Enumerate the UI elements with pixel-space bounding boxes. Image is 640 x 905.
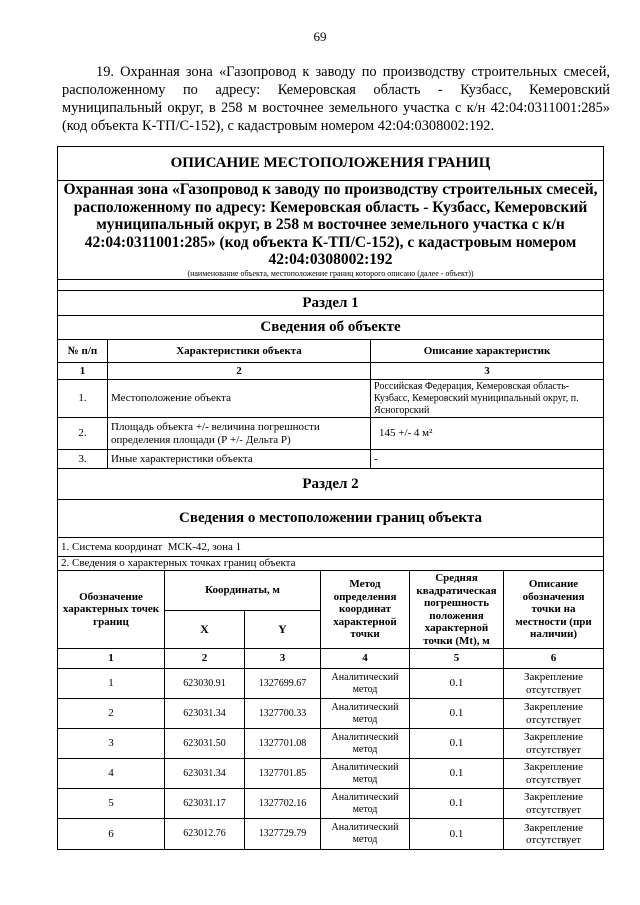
point-x: 623030.91 — [165, 669, 245, 699]
page-number: 69 — [313, 29, 327, 44]
point-row-2 — [58, 699, 604, 729]
point-accuracy: 0.1 — [410, 729, 504, 759]
s1-row-3-value: - — [371, 450, 604, 469]
intro-paragraph: 19. Охранная зона «Газопровод к заводу по производству строительных смесей, расположенному по адресу: Кемеровская область - Кузбасс, Кемеровский муниципальный округ, в 258 м восточнее земельного участка с к/н 42:04:0311001:285» (код объекта К-ТП/С-152), с кадастровым номером 42:04:0308002:192. — [62, 64, 610, 134]
coordinate-system-label: 1. Система координат — [61, 540, 163, 553]
point-row-3 — [58, 729, 604, 759]
point-description: Закрепление отсутствует — [504, 699, 604, 729]
point-method: Аналитический метод — [321, 729, 410, 759]
boundary-description-table — [57, 146, 604, 850]
s1-row-3-number: 3. — [58, 450, 108, 469]
section2-title: Раздел 2 — [58, 469, 604, 500]
point-row-6 — [58, 819, 604, 850]
s2-header-coordinates: Координаты, м — [165, 571, 321, 611]
point-method: Аналитический метод — [321, 819, 410, 850]
section2-subtitle: Сведения о местоположении границ объекта — [58, 500, 604, 538]
point-row-4 — [58, 759, 604, 789]
point-method: Аналитический метод — [321, 669, 410, 699]
s1-header-number: № п/п — [58, 340, 108, 363]
point-y: 1327699.67 — [245, 669, 321, 699]
point-accuracy: 0.1 — [410, 669, 504, 699]
s1-colnum-1: 1 — [58, 363, 108, 380]
point-id: 6 — [58, 819, 165, 850]
s2-colnum-2: 2 — [165, 649, 245, 669]
s2-header-x: X — [165, 611, 245, 649]
object-name: Охранная зона «Газопровод к заводу по производству строительных смесей, расположенному по адресу: Кемеровская область - Кузбасс, Кемеровский муниципальный округ, в 258 м восточнее земельного участка с к/н 42:04:0311001:285» (код объекта К-ТП/С-152), с кадастровым номером 42:04:0308002:192 — [58, 181, 604, 269]
point-description: Закрепление отсутствует — [504, 819, 604, 850]
s2-header-designation: Обозначение характерных точек границ — [58, 571, 165, 649]
point-accuracy: 0.1 — [410, 759, 504, 789]
point-method: Аналитический метод — [321, 789, 410, 819]
point-method: Аналитический метод — [321, 699, 410, 729]
point-id: 5 — [58, 789, 165, 819]
point-id: 1 — [58, 669, 165, 699]
s1-row-1-value: Российская Федерация, Кемеровская область-Кузбасс, Кемеровский муниципальный округ, п. Ясногорский — [371, 380, 604, 418]
s2-colnum-3: 3 — [245, 649, 321, 669]
point-x: 623031.50 — [165, 729, 245, 759]
s2-colnum-5: 5 — [410, 649, 504, 669]
point-x: 623031.17 — [165, 789, 245, 819]
point-method: Аналитический метод — [321, 759, 410, 789]
s2-header-accuracy: Средняя квадратическая погрешность положения характерной точки (Mt), м — [410, 571, 504, 649]
point-description: Закрепление отсутствует — [504, 789, 604, 819]
s2-header-method: Метод определения координат характерной точки — [321, 571, 410, 649]
point-x: 623012.76 — [165, 819, 245, 850]
s1-colnum-2: 2 — [108, 363, 371, 380]
point-y: 1327701.08 — [245, 729, 321, 759]
points-caption: 2. Сведения о характерных точках границ объекта — [58, 557, 604, 571]
point-row-5 — [58, 789, 604, 819]
point-id: 2 — [58, 699, 165, 729]
s2-colnum-6: 6 — [504, 649, 604, 669]
point-accuracy: 0.1 — [410, 699, 504, 729]
s1-row-2-value: 145 +/- 4 м² — [371, 418, 604, 450]
s1-row-1-name: Местоположение объекта — [108, 380, 371, 418]
point-x: 623031.34 — [165, 759, 245, 789]
s2-header-y: Y — [245, 611, 321, 649]
document-title: ОПИСАНИЕ МЕСТОПОЛОЖЕНИЯ ГРАНИЦ — [58, 147, 604, 181]
point-description: Закрепление отсутствует — [504, 669, 604, 699]
s1-row-1-number: 1. — [58, 380, 108, 418]
s1-row-3-name: Иные характеристики объекта — [108, 450, 371, 469]
coordinate-system-value: МСК-42, зона 1 — [167, 540, 242, 553]
point-y: 1327701.85 — [245, 759, 321, 789]
point-id: 3 — [58, 729, 165, 759]
point-id: 4 — [58, 759, 165, 789]
point-accuracy: 0.1 — [410, 789, 504, 819]
s1-row-2-number: 2. — [58, 418, 108, 450]
s2-colnum-1: 1 — [58, 649, 165, 669]
s1-colnum-3: 3 — [371, 363, 604, 380]
s1-header-description: Описание характеристик — [371, 340, 604, 363]
point-y: 1327729.79 — [245, 819, 321, 850]
coordinate-system — [58, 538, 604, 557]
s1-header-characteristic: Характеристики объекта — [108, 340, 371, 363]
section1-subtitle: Сведения об объекте — [58, 316, 604, 340]
object-caption: (наименование объекта, местоположение границ которого описано (далее - объект)) — [58, 269, 604, 280]
point-row-1 — [58, 669, 604, 699]
point-y: 1327702.16 — [245, 789, 321, 819]
point-x: 623031.34 — [165, 699, 245, 729]
s2-colnum-4: 4 — [321, 649, 410, 669]
s1-row-2-name: Площадь объекта +/- величина погрешности определения площади (Р +/- Дельта Р) — [108, 418, 371, 450]
point-description: Закрепление отсутствует — [504, 759, 604, 789]
point-accuracy: 0.1 — [410, 819, 504, 850]
s2-header-description: Описание обозначения точки на местности (при наличии) — [504, 571, 604, 649]
point-description: Закрепление отсутствует — [504, 729, 604, 759]
section1-title: Раздел 1 — [58, 291, 604, 316]
point-y: 1327700.33 — [245, 699, 321, 729]
